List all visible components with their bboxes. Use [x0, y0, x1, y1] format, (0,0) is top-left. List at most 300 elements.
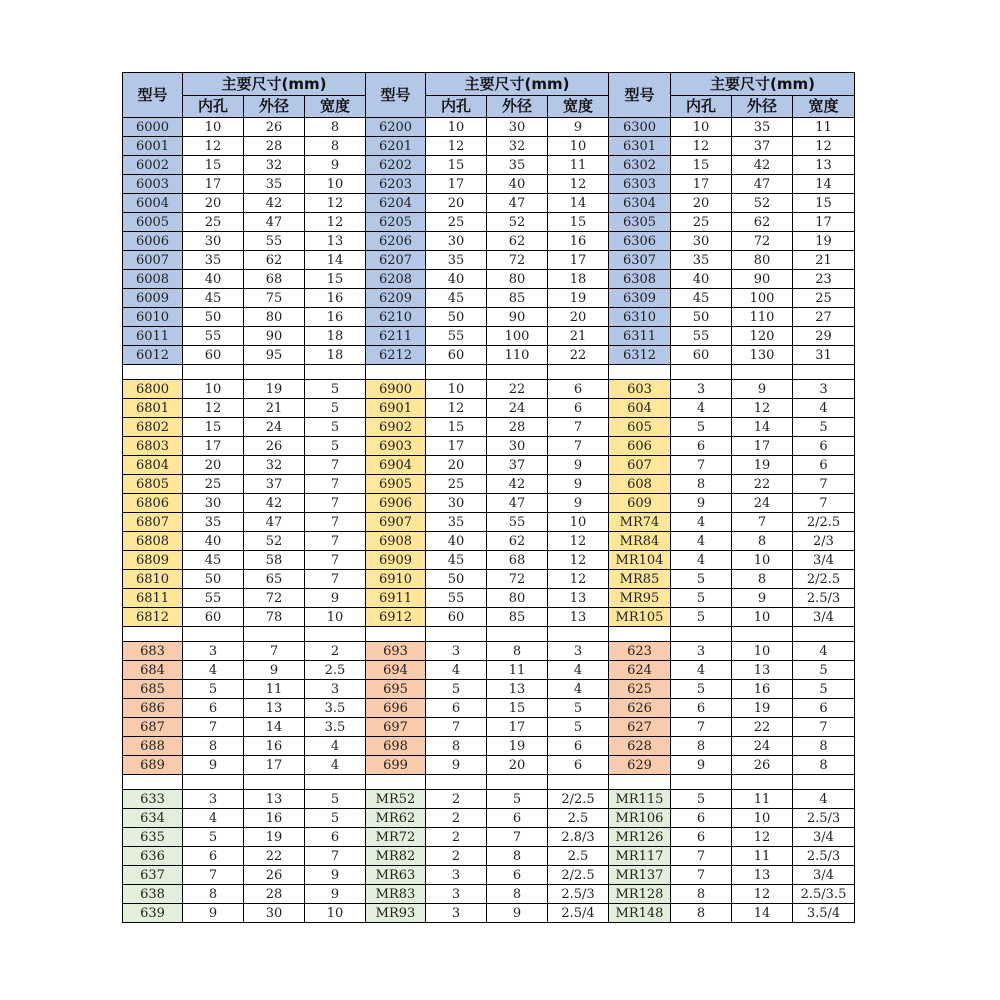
- width-cell: 2/2.5: [793, 513, 855, 532]
- outer-diameter-cell: 30: [244, 904, 305, 923]
- table-row: [123, 847, 855, 866]
- empty-cell: [123, 365, 183, 380]
- width-cell: 7: [793, 718, 855, 737]
- model-header: 型号: [123, 73, 183, 118]
- model-cell: 6203: [366, 175, 426, 194]
- outer-diameter-cell: 85: [487, 608, 548, 627]
- outer-diameter-cell: 47: [487, 494, 548, 513]
- model-cell: 6906: [366, 494, 426, 513]
- outer-diameter-cell: 16: [732, 680, 793, 699]
- empty-cell: [426, 775, 487, 790]
- inner-diameter-cell: 35: [426, 251, 487, 270]
- table-row: [123, 790, 855, 809]
- outer-diameter-cell: 90: [244, 327, 305, 346]
- inner-diameter-cell: 60: [671, 346, 732, 365]
- empty-cell: [426, 365, 487, 380]
- table-row: [123, 608, 855, 627]
- width-cell: 9: [305, 156, 366, 175]
- outer-diameter-cell: 7: [244, 642, 305, 661]
- model-cell: 683: [123, 642, 183, 661]
- inner-diameter-cell: 9: [671, 756, 732, 775]
- model-cell: 6002: [123, 156, 183, 175]
- inner-diameter-cell: 7: [671, 718, 732, 737]
- width-cell: 8: [793, 737, 855, 756]
- model-cell: 6807: [123, 513, 183, 532]
- inner-diameter-cell: 55: [426, 589, 487, 608]
- empty-cell: [548, 627, 609, 642]
- inner-diameter-cell: 9: [183, 756, 244, 775]
- inner-diameter-cell: 15: [183, 156, 244, 175]
- width-cell: 6: [548, 380, 609, 399]
- inner-diameter-cell: 45: [671, 289, 732, 308]
- table-row: [123, 437, 855, 456]
- outer-diameter-cell: 72: [732, 232, 793, 251]
- inner-diameter-cell: 5: [426, 680, 487, 699]
- inner-diameter-cell: 30: [183, 494, 244, 513]
- inner-diameter-cell: 45: [426, 551, 487, 570]
- outer-diameter-cell: 17: [732, 437, 793, 456]
- model-cell: 6200: [366, 118, 426, 137]
- outer-diameter-cell: 42: [487, 475, 548, 494]
- outer-diameter-cell: 26: [244, 866, 305, 885]
- model-cell: MR83: [366, 885, 426, 904]
- inner-diameter-cell: 55: [671, 327, 732, 346]
- outer-diameter-cell: 90: [732, 270, 793, 289]
- outer-diameter-cell: 75: [244, 289, 305, 308]
- model-cell: 634: [123, 809, 183, 828]
- model-cell: 6902: [366, 418, 426, 437]
- inner-diameter-cell: 35: [183, 251, 244, 270]
- model-cell: 6911: [366, 589, 426, 608]
- width-cell: 6: [793, 699, 855, 718]
- inner-diameter-cell: 7: [183, 718, 244, 737]
- inner-diameter-cell: 6: [426, 699, 487, 718]
- inner-diameter-cell: 3: [671, 642, 732, 661]
- table-row: [123, 213, 855, 232]
- outer-diameter-cell: 11: [244, 680, 305, 699]
- width-cell: 7: [305, 494, 366, 513]
- width-cell: 5: [305, 418, 366, 437]
- outer-diameter-cell: 30: [487, 437, 548, 456]
- empty-cell: [305, 775, 366, 790]
- model-cell: MR62: [366, 809, 426, 828]
- inner-diameter-cell: 40: [183, 270, 244, 289]
- outer-diameter-cell: 37: [487, 456, 548, 475]
- inner-diameter-cell: 60: [426, 608, 487, 627]
- outer-diameter-cell: 62: [732, 213, 793, 232]
- table-row: [123, 475, 855, 494]
- model-cell: 6003: [123, 175, 183, 194]
- outer-diameter-cell: 19: [732, 456, 793, 475]
- outer-diameter-cell: 7: [732, 513, 793, 532]
- width-cell: 6: [793, 437, 855, 456]
- empty-cell: [366, 627, 426, 642]
- model-cell: 693: [366, 642, 426, 661]
- empty-cell: [609, 775, 671, 790]
- model-cell: 6207: [366, 251, 426, 270]
- empty-cell: [732, 775, 793, 790]
- outer-diameter-cell: 80: [487, 589, 548, 608]
- outer-diameter-cell: 14: [732, 904, 793, 923]
- model-cell: 6304: [609, 194, 671, 213]
- model-cell: 694: [366, 661, 426, 680]
- table-row: [123, 175, 855, 194]
- model-cell: 6210: [366, 308, 426, 327]
- width-cell: 9: [305, 866, 366, 885]
- model-cell: MR126: [609, 828, 671, 847]
- model-cell: 624: [609, 661, 671, 680]
- width-cell: 5: [305, 790, 366, 809]
- outer-diameter-cell: 35: [732, 118, 793, 137]
- model-cell: 6802: [123, 418, 183, 437]
- outer-diameter-cell: 47: [244, 213, 305, 232]
- outer-diameter-cell: 32: [487, 137, 548, 156]
- inner-diameter-cell: 17: [183, 175, 244, 194]
- model-cell: MR63: [366, 866, 426, 885]
- width-cell: 2: [305, 642, 366, 661]
- model-cell: 6912: [366, 608, 426, 627]
- inner-diameter-cell: 55: [183, 589, 244, 608]
- header-row-main: [123, 73, 855, 96]
- model-cell: 609: [609, 494, 671, 513]
- width-cell: 3: [548, 642, 609, 661]
- model-cell: 6212: [366, 346, 426, 365]
- inner-diameter-cell: 25: [183, 213, 244, 232]
- inner-diameter-cell: 2: [426, 809, 487, 828]
- inner-diameter-cell: 3: [426, 866, 487, 885]
- empty-cell: [183, 775, 244, 790]
- model-cell: 627: [609, 718, 671, 737]
- width-cell: 5: [548, 718, 609, 737]
- model-cell: 6905: [366, 475, 426, 494]
- empty-cell: [426, 627, 487, 642]
- model-cell: 6009: [123, 289, 183, 308]
- empty-cell: [244, 775, 305, 790]
- model-cell: 6000: [123, 118, 183, 137]
- width-cell: 3/4: [793, 608, 855, 627]
- inner-diameter-cell: 30: [183, 232, 244, 251]
- width-cell: 13: [305, 232, 366, 251]
- model-cell: 6211: [366, 327, 426, 346]
- outer-diameter-cell: 12: [732, 828, 793, 847]
- model-cell: 6909: [366, 551, 426, 570]
- width-cell: 3.5: [305, 718, 366, 737]
- spreadsheet-grid: [122, 72, 855, 923]
- model-cell: 6201: [366, 137, 426, 156]
- width-cell: 10: [548, 513, 609, 532]
- model-cell: 636: [123, 847, 183, 866]
- inner-diameter-cell: 17: [426, 175, 487, 194]
- table-row: [123, 380, 855, 399]
- empty-cell: [305, 627, 366, 642]
- inner-diameter-cell: 45: [183, 289, 244, 308]
- width-cell: 4: [548, 680, 609, 699]
- outer-diameter-cell: 42: [244, 194, 305, 213]
- outer-diameter-cell: 22: [732, 718, 793, 737]
- model-cell: MR105: [609, 608, 671, 627]
- inner-diameter-cell: 50: [426, 308, 487, 327]
- inner-diameter-cell: 8: [671, 475, 732, 494]
- model-cell: 6004: [123, 194, 183, 213]
- model-cell: 635: [123, 828, 183, 847]
- outer-diameter-cell: 80: [244, 308, 305, 327]
- outer-diameter-cell: 58: [244, 551, 305, 570]
- outer-diameter-cell: 24: [732, 494, 793, 513]
- outer-diameter-cell: 28: [244, 137, 305, 156]
- model-cell: 6301: [609, 137, 671, 156]
- width-cell: 14: [548, 194, 609, 213]
- table-row: [123, 418, 855, 437]
- table-row: [123, 661, 855, 680]
- inner-diameter-cell: 45: [183, 551, 244, 570]
- width-cell: 7: [305, 513, 366, 532]
- table-row: [123, 327, 855, 346]
- inner-diameter-header: 内孔: [183, 96, 244, 118]
- outer-diameter-cell: 37: [244, 475, 305, 494]
- model-cell: MR84: [609, 532, 671, 551]
- inner-diameter-cell: 6: [671, 828, 732, 847]
- width-cell: 7: [793, 475, 855, 494]
- outer-diameter-cell: 24: [732, 737, 793, 756]
- inner-diameter-cell: 30: [671, 232, 732, 251]
- width-cell: 2.5/3: [793, 589, 855, 608]
- outer-diameter-cell: 37: [732, 137, 793, 156]
- table-row: [123, 642, 855, 661]
- width-cell: 3/4: [793, 828, 855, 847]
- width-cell: 4: [793, 642, 855, 661]
- width-cell: 5: [305, 809, 366, 828]
- width-cell: 15: [548, 213, 609, 232]
- inner-diameter-cell: 9: [426, 756, 487, 775]
- outer-diameter-cell: 10: [732, 608, 793, 627]
- model-cell: 6008: [123, 270, 183, 289]
- model-cell: MR148: [609, 904, 671, 923]
- inner-diameter-cell: 4: [183, 661, 244, 680]
- width-cell: 7: [305, 532, 366, 551]
- spacer-row: [123, 627, 855, 642]
- inner-diameter-cell: 3: [183, 642, 244, 661]
- inner-diameter-cell: 50: [426, 570, 487, 589]
- table-row: [123, 494, 855, 513]
- width-cell: 3: [305, 680, 366, 699]
- outer-diameter-cell: 22: [732, 475, 793, 494]
- outer-diameter-cell: 19: [244, 828, 305, 847]
- table-row: [123, 885, 855, 904]
- width-cell: 8: [305, 118, 366, 137]
- inner-diameter-cell: 60: [183, 608, 244, 627]
- model-cell: 6312: [609, 346, 671, 365]
- width-cell: 9: [305, 885, 366, 904]
- model-cell: 6908: [366, 532, 426, 551]
- inner-diameter-cell: 4: [671, 661, 732, 680]
- outer-diameter-cell: 6: [487, 866, 548, 885]
- table-row: [123, 718, 855, 737]
- inner-diameter-cell: 10: [183, 118, 244, 137]
- outer-diameter-cell: 72: [244, 589, 305, 608]
- width-cell: 21: [793, 251, 855, 270]
- inner-diameter-cell: 12: [183, 399, 244, 418]
- inner-diameter-cell: 6: [183, 699, 244, 718]
- empty-cell: [732, 627, 793, 642]
- model-cell: 695: [366, 680, 426, 699]
- model-cell: 6901: [366, 399, 426, 418]
- inner-diameter-cell: 25: [426, 475, 487, 494]
- main-dims-header: 主要尺寸(mm): [183, 73, 366, 96]
- empty-cell: [366, 775, 426, 790]
- model-cell: 698: [366, 737, 426, 756]
- width-cell: 14: [793, 175, 855, 194]
- empty-cell: [793, 627, 855, 642]
- outer-diameter-cell: 8: [487, 847, 548, 866]
- outer-diameter-cell: 24: [244, 418, 305, 437]
- outer-diameter-cell: 62: [487, 232, 548, 251]
- inner-diameter-cell: 9: [183, 904, 244, 923]
- width-cell: 2/2.5: [548, 790, 609, 809]
- inner-diameter-cell: 5: [671, 589, 732, 608]
- model-cell: 623: [609, 642, 671, 661]
- width-header: 宽度: [548, 96, 609, 118]
- model-header: 型号: [366, 73, 426, 118]
- inner-diameter-cell: 45: [426, 289, 487, 308]
- outer-diameter-cell: 7: [487, 828, 548, 847]
- inner-diameter-cell: 20: [671, 194, 732, 213]
- width-cell: 21: [548, 327, 609, 346]
- width-cell: 8: [793, 756, 855, 775]
- table-row: [123, 570, 855, 589]
- width-cell: 2.8/3: [548, 828, 609, 847]
- width-cell: 4: [305, 756, 366, 775]
- model-cell: 603: [609, 380, 671, 399]
- empty-cell: [305, 365, 366, 380]
- outer-diameter-cell: 95: [244, 346, 305, 365]
- width-cell: 7: [793, 494, 855, 513]
- inner-diameter-header: 内孔: [426, 96, 487, 118]
- outer-diameter-cell: 16: [244, 809, 305, 828]
- inner-diameter-cell: 35: [426, 513, 487, 532]
- model-cell: 6900: [366, 380, 426, 399]
- width-cell: 4: [548, 661, 609, 680]
- width-cell: 2.5/3.5: [793, 885, 855, 904]
- inner-diameter-cell: 7: [671, 866, 732, 885]
- width-cell: 12: [548, 570, 609, 589]
- table-row: [123, 399, 855, 418]
- inner-diameter-cell: 4: [671, 399, 732, 418]
- width-cell: 27: [793, 308, 855, 327]
- width-cell: 10: [305, 904, 366, 923]
- model-cell: 608: [609, 475, 671, 494]
- empty-cell: [609, 365, 671, 380]
- outer-diameter-cell: 22: [487, 380, 548, 399]
- model-cell: 607: [609, 456, 671, 475]
- outer-diameter-cell: 110: [487, 346, 548, 365]
- model-cell: MR117: [609, 847, 671, 866]
- outer-diameter-header: 外径: [244, 96, 305, 118]
- inner-diameter-cell: 15: [671, 156, 732, 175]
- inner-diameter-cell: 7: [671, 847, 732, 866]
- outer-diameter-cell: 42: [732, 156, 793, 175]
- model-cell: 6309: [609, 289, 671, 308]
- width-cell: 12: [305, 213, 366, 232]
- outer-diameter-cell: 9: [732, 380, 793, 399]
- model-cell: 6001: [123, 137, 183, 156]
- width-header: 宽度: [305, 96, 366, 118]
- outer-diameter-cell: 72: [487, 570, 548, 589]
- inner-diameter-cell: 3: [183, 790, 244, 809]
- width-cell: 9: [548, 494, 609, 513]
- model-cell: 605: [609, 418, 671, 437]
- inner-diameter-cell: 5: [671, 418, 732, 437]
- outer-diameter-cell: 90: [487, 308, 548, 327]
- model-cell: 6303: [609, 175, 671, 194]
- width-cell: 6: [548, 399, 609, 418]
- outer-diameter-cell: 80: [732, 251, 793, 270]
- outer-diameter-cell: 13: [244, 699, 305, 718]
- inner-diameter-cell: 12: [671, 137, 732, 156]
- inner-diameter-cell: 25: [671, 213, 732, 232]
- table-row: [123, 270, 855, 289]
- outer-diameter-cell: 9: [487, 904, 548, 923]
- inner-diameter-cell: 2: [426, 790, 487, 809]
- width-cell: 2.5: [548, 809, 609, 828]
- outer-diameter-cell: 17: [244, 756, 305, 775]
- width-cell: 7: [548, 418, 609, 437]
- inner-diameter-cell: 55: [426, 327, 487, 346]
- outer-diameter-cell: 47: [487, 194, 548, 213]
- inner-diameter-cell: 4: [426, 661, 487, 680]
- empty-cell: [487, 365, 548, 380]
- model-cell: MR82: [366, 847, 426, 866]
- model-cell: 6812: [123, 608, 183, 627]
- model-cell: 6311: [609, 327, 671, 346]
- inner-diameter-cell: 12: [426, 399, 487, 418]
- table-row: [123, 532, 855, 551]
- width-cell: 13: [793, 156, 855, 175]
- model-cell: 6010: [123, 308, 183, 327]
- model-cell: 6903: [366, 437, 426, 456]
- inner-diameter-cell: 5: [183, 828, 244, 847]
- width-cell: 15: [793, 194, 855, 213]
- width-cell: 18: [305, 346, 366, 365]
- outer-diameter-cell: 68: [487, 551, 548, 570]
- width-cell: 9: [305, 589, 366, 608]
- model-cell: 6300: [609, 118, 671, 137]
- model-cell: 688: [123, 737, 183, 756]
- inner-diameter-cell: 8: [183, 737, 244, 756]
- width-cell: 16: [305, 289, 366, 308]
- inner-diameter-cell: 20: [183, 456, 244, 475]
- outer-diameter-cell: 42: [244, 494, 305, 513]
- model-cell: 6205: [366, 213, 426, 232]
- width-cell: 16: [548, 232, 609, 251]
- width-cell: 29: [793, 327, 855, 346]
- width-cell: 10: [305, 175, 366, 194]
- empty-cell: [793, 365, 855, 380]
- outer-diameter-cell: 11: [732, 790, 793, 809]
- outer-diameter-cell: 55: [244, 232, 305, 251]
- inner-diameter-cell: 12: [183, 137, 244, 156]
- empty-cell: [487, 627, 548, 642]
- width-cell: 8: [305, 137, 366, 156]
- model-cell: MR104: [609, 551, 671, 570]
- table-row: [123, 308, 855, 327]
- width-cell: 17: [548, 251, 609, 270]
- model-cell: 6809: [123, 551, 183, 570]
- model-cell: MR72: [366, 828, 426, 847]
- model-cell: 6806: [123, 494, 183, 513]
- width-cell: 12: [548, 532, 609, 551]
- outer-diameter-cell: 10: [732, 642, 793, 661]
- width-cell: 2.5/3: [548, 885, 609, 904]
